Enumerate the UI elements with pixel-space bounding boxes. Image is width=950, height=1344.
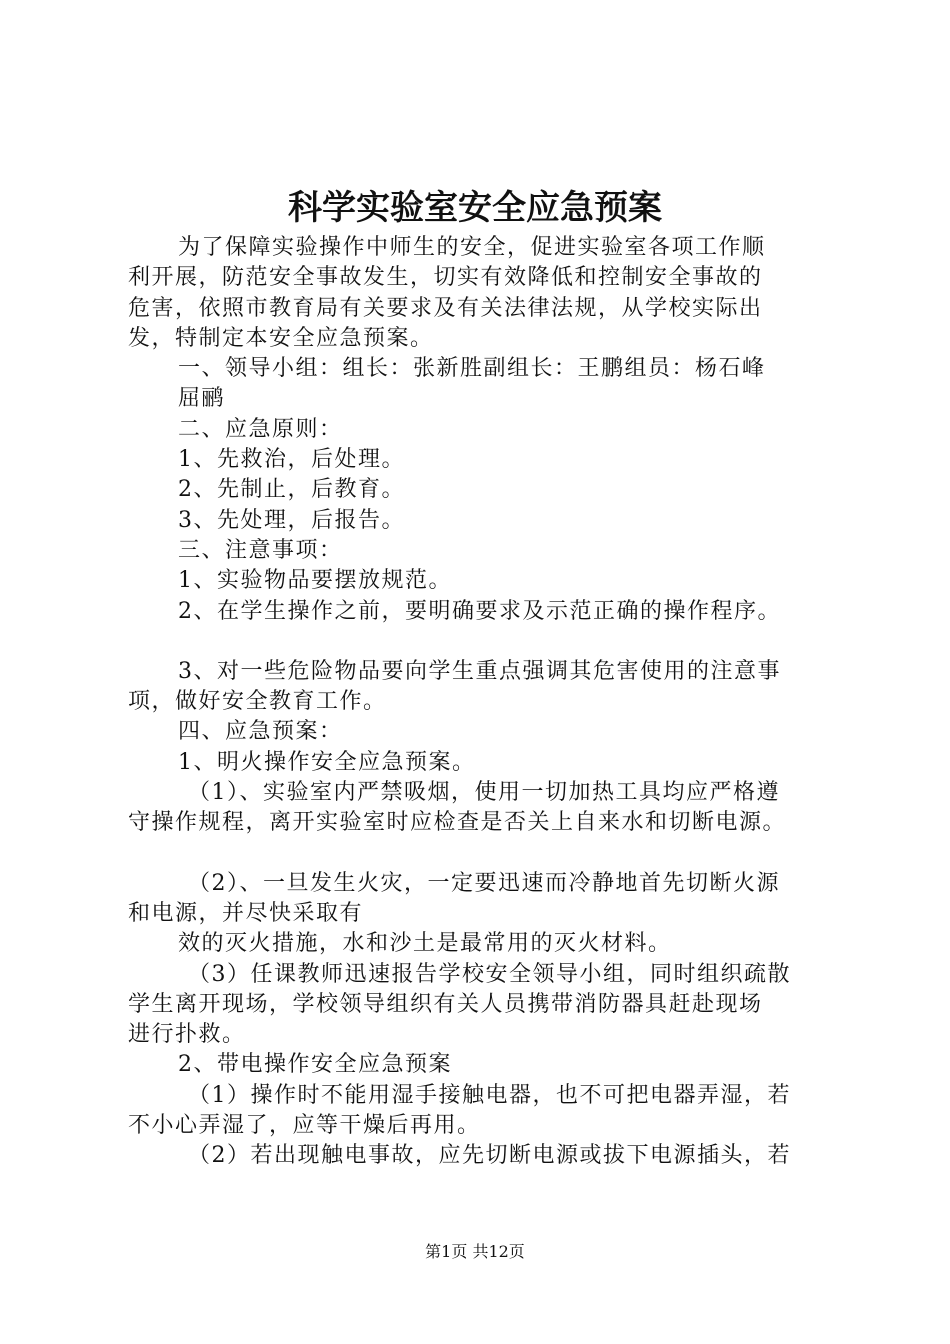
list-item: 2、先制止，后教育。 [178, 477, 405, 503]
paragraph-line: 和电源，并尽快采取有 [128, 900, 364, 926]
list-item: 3、对一些危险物品要向学生重点强调其危害使用的注意事 [178, 658, 781, 684]
paragraph-line: 发，特制定本安全应急预案。 [128, 325, 434, 351]
paragraph-line: 危害，依照市教育局有关要求及有关法律法规，从学校实际出 [128, 295, 763, 321]
section-heading: 四、应急预案： [178, 719, 343, 745]
list-item: 2、在学生操作之前，要明确要求及示范正确的操作程序。 [178, 598, 781, 624]
paragraph-line: 进行扑救。 [128, 1022, 246, 1048]
list-item: （3）任课教师迅速报告学校安全领导小组，同时组织疏散 [188, 961, 791, 987]
list-item: （1）、实验室内严禁吸烟，使用一切加热工具均应严格遵 [188, 780, 780, 806]
spacer [128, 627, 840, 657]
document-title: 科学实验室安全应急预案 [288, 188, 662, 228]
list-item: （1）操作时不能用湿手接触电器，也不可把电器弄湿，若 [188, 1082, 791, 1108]
paragraph-line: 为了保障实验操作中师生的安全，促进实验室各项工作顺 [178, 235, 766, 260]
paragraph-line: 效的灭火措施，水和沙土是最常用的灭火材料。 [178, 931, 672, 957]
paragraph-line: 屈鹂 [178, 386, 226, 412]
section-heading: 三、注意事项： [178, 537, 343, 563]
subsection-heading: 1、明火操作安全应急预案。 [178, 749, 476, 775]
section-heading: 一、领导小组：组长：张新胜副组长：王鹏组员：杨石峰 [178, 356, 766, 382]
list-item: （2）若出现触电事故，应先切断电源或拔下电源插头，若 [188, 1143, 791, 1169]
paragraph-line: 不小心弄湿了，应等干燥后再用。 [128, 1113, 481, 1139]
document-body [128, 233, 840, 1172]
section-heading: 二、应急原则： [178, 416, 343, 442]
paragraph-line: 项，做好安全教育工作。 [128, 689, 387, 715]
paragraph-line: 守操作规程，离开实验室时应检查是否关上自来水和切断电源。 [128, 810, 787, 836]
list-item: 1、实验物品要摆放规范。 [178, 568, 452, 594]
spacer [128, 839, 840, 869]
subsection-heading: 2、带电操作安全应急预案 [178, 1052, 452, 1078]
paragraph-line: 学生离开现场，学校领导组织有关人员携带消防器具赶赴现场 [128, 991, 763, 1017]
paragraph-line: 利开展，防范安全事故发生，切实有效降低和控制安全事故的 [128, 265, 763, 291]
list-item: （2）、一旦发生火灾，一定要迅速而冷静地首先切断火源 [188, 870, 780, 896]
page-footer: 第1页 共12页 [425, 1242, 525, 1261]
list-item: 1、先救治，后处理。 [178, 447, 405, 473]
list-item: 3、先处理，后报告。 [178, 507, 405, 533]
